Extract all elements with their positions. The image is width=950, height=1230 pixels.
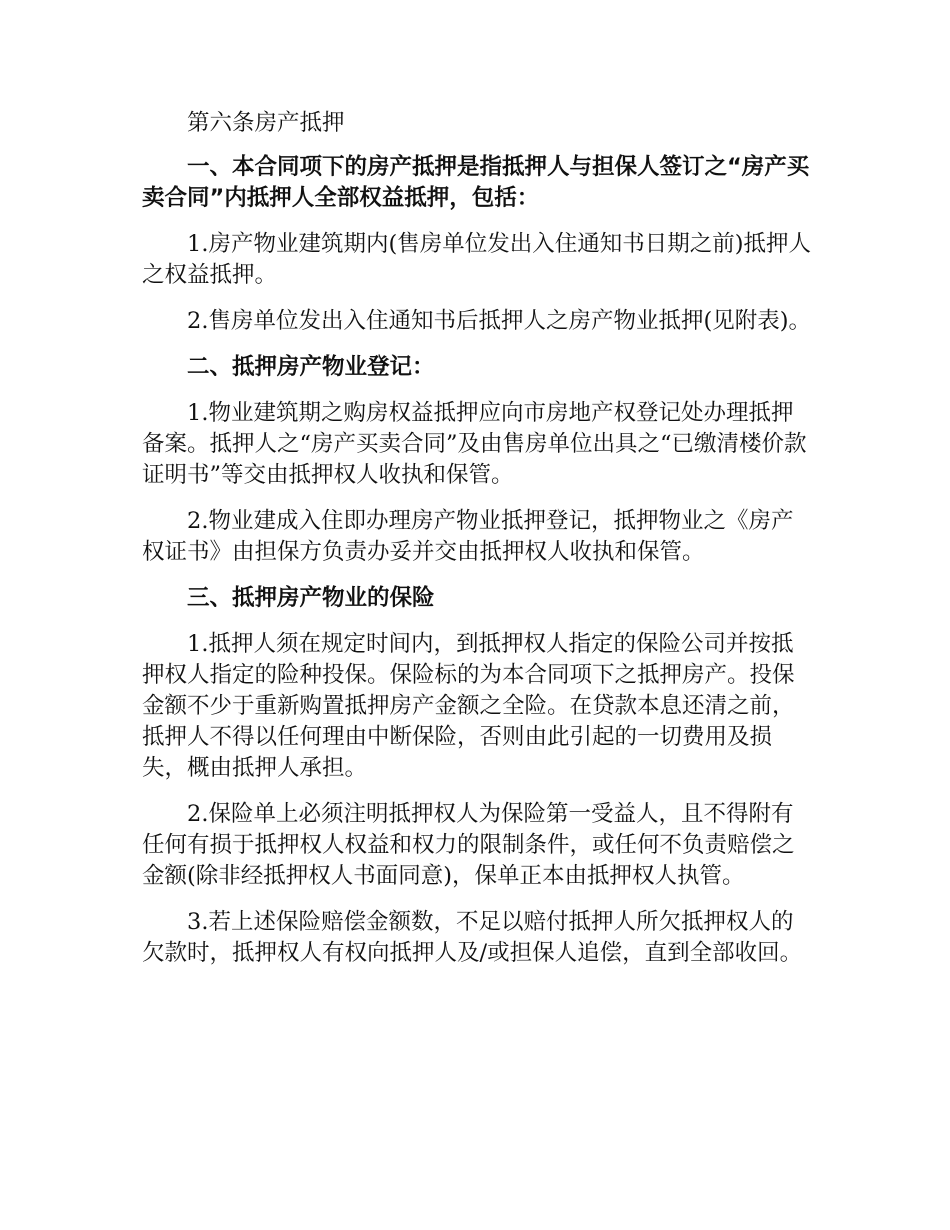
clause-2-1: 1.物业建筑期之购房权益抵押应向市房地产权登记处办理抵押备案。抵押人之“房产买卖合同”及由售房单位出具之“已缴清楼价款证明书”等交由抵押权人收执和保管。 [142, 400, 807, 488]
clause-3-3: 3.若上述保险赔偿金额数，不足以赔付抵押人所欠抵押权人的欠款时，抵押权人有权向抵押人及/或担保人追偿，直到全部收回。 [142, 909, 803, 966]
document-page [142, 108, 812, 984]
section-heading-3: 三、抵押房产物业的保险 [187, 585, 435, 611]
clause-2-2: 2.物业建成入住即办理房产物业抵押登记，抵押物业之《房产权证书》由担保方负责办妥并交由抵押权人收执和保管。 [142, 508, 794, 565]
clause-3-2: 2.保险单上必须注明抵押权人为保险第一受益人，且不得附有任何有损于抵押权人权益和权力的限制条件，或任何不负责赔偿之金额(除非经抵押权人书面同意)，保单正本由抵押权人执管。 [142, 801, 795, 889]
clause-1-1: 1.房产物业建筑期内(售房单位发出入住通知书日期之前)抵押人之权益抵押。 [142, 231, 812, 288]
clause-3-1: 1.抵押人须在规定时间内，到抵押权人指定的保险公司并按抵押权人指定的险种投保。保险标的为本合同项下之抵押房产。投保金额不少于重新购置抵押房产金额之全险。在贷款本息还清之前，抵押人不得以任何理由中断保险，否则由此引起的一切费用及损失，概由抵押人承担。 [142, 631, 795, 781]
section-heading-1: 一、本合同项下的房产抵押是指抵押人与担保人签订之“房产买卖合同”内抵押人全部权益抵押，包括： [142, 154, 810, 211]
section-heading-2: 二、抵押房产物业登记： [187, 354, 435, 380]
article-title: 第六条房产抵押 [187, 110, 345, 136]
clause-1-2: 2.售房单位发出入住通知书后抵押人之房产物业抵押(见附表)。 [187, 308, 812, 334]
